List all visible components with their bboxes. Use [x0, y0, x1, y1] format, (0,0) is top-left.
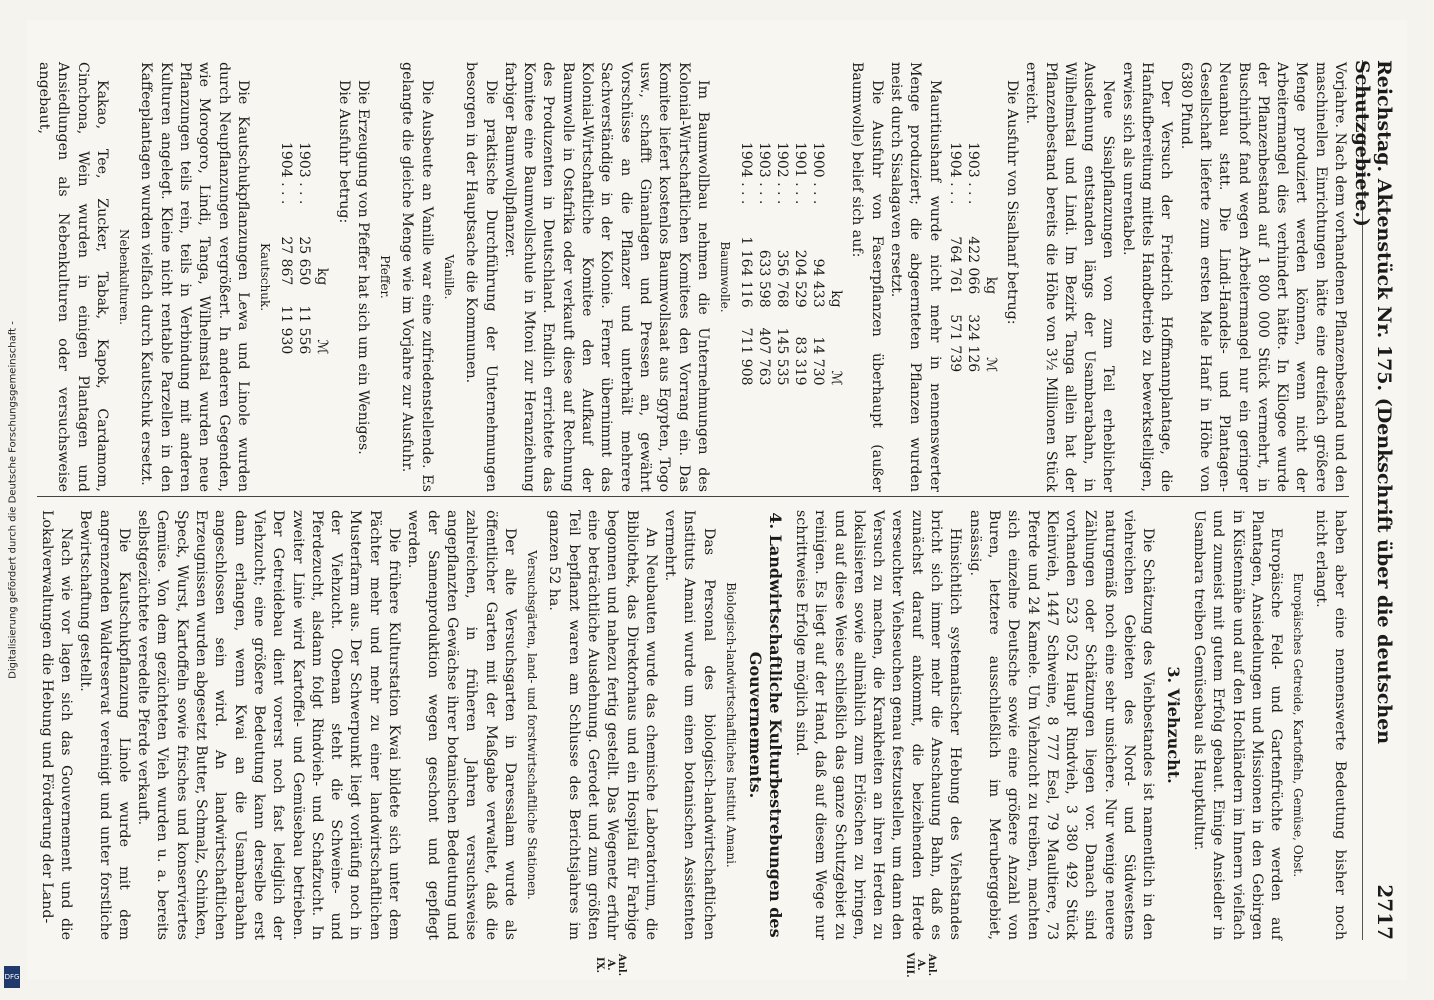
paragraph: Die Ausfuhr von Faserpflanzen überhaupt (außer Baumwolle) belief sich auf: [849, 62, 885, 492]
paragraph: Im Baumwollbau nehmen die Unternehmungen des Kolonial-Wirtschaftlichen Komitees den Vorrang ein. Das Komitee liefert kostenlos Baumwollsaat aus Egypten, Togo usw., schafft Ginanlagen und Pressen an, gewährt Vorschüsse an die Pflanzer und unterhält mehrere Sachverständige in der Kolonie. Ferner übernimmt das Kolonial-Wirtschaftliche Komitee den Aufkauf der Baumwolle in Ostafrika oder verkauft diese auf Rechnung des Produzenten in Deutschland. Endlich errichtete das Komitee eine Baumwollschule in Mtoni zur Heranziehung farbiger Baumwollpflanzer. [501, 62, 711, 492]
table-cell: 711 908 [738, 327, 755, 386]
table-cell: 94 433 [810, 258, 827, 308]
table-row [755, 132, 773, 396]
unit-label: kg [828, 290, 845, 308]
section-heading: Baumwolle. [718, 241, 733, 313]
section-heading: 4. Landwirtschaftliche Kulturbestrebungen des Gouvernements. [746, 512, 785, 938]
table-cell: 407 763 [756, 327, 773, 386]
paragraph: Die praktische Durchführung der Unternehmungen besorgen in der Hauptsache die Kommunen. [463, 62, 499, 492]
table-row [791, 132, 809, 396]
page-number: 2717 [1373, 884, 1397, 940]
pepper-export-table [277, 132, 331, 364]
table-cell: 1903 . . . [964, 142, 981, 205]
table-cell: 1904 . . . [278, 142, 295, 205]
section-heading: Vanille. [442, 254, 457, 300]
newspaper-page [27, 20, 1407, 980]
table-cell: 11 930 [278, 305, 295, 355]
paragraph: Die Ausfuhr von Sisalhanf betrug: [1003, 80, 1020, 325]
table-row [737, 132, 755, 396]
section-heading: 3. Viehzucht. [1163, 666, 1183, 784]
paragraph: Kakao, Tee, Zucker, Tabak, Kapok, Cardamom, Cinchona, Wein wurden in einigen Plantagen und Ansiedlungen als Nebenkulturen oder versuchsweise angebaut, [35, 62, 110, 492]
section-heading: Versuchsgärten, land- und forstwirtschaftliche Stationen. [525, 550, 540, 900]
paragraph: Die Ausfuhr betrug: [335, 80, 352, 224]
table-cell: 11 556 [296, 305, 313, 355]
paragraph: An Neubauten wurde das chemische Laboratorium, die Bibliothek, das Direktorhaus und ein Hospital für Farbige begonnen und nahezu fertig gestellt. Das Wegenetz erfuhr eine beträchtliche Ausdehnung. Gerodet und zum größten Teil bepflanzt waren am Schlusse des Berichtsjahres im ganzen 52 ha. [546, 510, 659, 940]
table-cell: 145 535 [774, 327, 791, 386]
paragraph: Nach wie vor lagen sich das Gouvernement und die Lokalverwaltungen die Hebung und Förderung der Land- [38, 510, 74, 940]
table-row [277, 132, 295, 364]
unit-label: kg [314, 267, 331, 286]
section-heading: Kautschuk. [258, 242, 273, 312]
paragraph: Hinsichtlich systematischer Hebung des Viehstandes bricht sich immer mehr die Anschauung Bahn, daß es zunächst darauf ankommt, die beizeihenden Herde verseuchter Viehseuchen genau festzustellen, um dann den Versuch zu machen, die Krankheiten an ihren Herden zu lokalisieren sowie allmählich zum Erlöschen zu bringen, und auf diese Weise schließlich das ganze Schutzgebiet zu reinigen. Es liegt auf der Hand, daß auf diesem Wege nur schrittweise Erfolge möglich sind. [792, 510, 964, 940]
unit-label: ℳ [828, 370, 845, 386]
table-cell: 83 319 [792, 336, 809, 386]
table-cell: 25 650 [296, 236, 313, 286]
margin-note: Anl. A. VIII. [904, 952, 937, 978]
paragraph: Die Erzeugung von Pfeffer hat sich um ein Weniges. [354, 80, 371, 455]
digitization-text: Digitalisierung gefördert durch die Deutsche Forschungsgemeinschaft - [7, 321, 19, 679]
header-title: Reichstag. Aktenstück Nr. 175. (Denkschrift über die deutschen Schutzgebiete.) [1351, 60, 1395, 745]
right-column [37, 510, 1349, 940]
paragraph: Europäische Feld- und Gartenfrüchte werden auf Plantagen, Ansiedelungen und Missionen in den Gebirgen in Küstennähe und auf den Hochländern im Innern vielfach und zumeist mit gutem Erfolg gebaut. Einige Ansiedler in Usambara treiben Gemüsebau als Hauptkultur. [1190, 510, 1285, 940]
table-row [946, 132, 964, 382]
paragraph: Die frühere Kulturstation Kwai bildete sich unter dem Pächter mehr und mehr zu einer landwirtschaftlichen Musterfarm aus. Der Schwerpunkt liegt vorläufig noch in der Viehzucht. Obenan steht die Schweine- und Pferdezucht, alsdann folgt Rindvieh- und Schafzucht. In zweiter Linie wird Kartoffel- und Gemüsebau betrieben. Der Getreidebau dient vorerst noch fast lediglich der Viehzucht; eine größere Bedeutung kann derselbe erst dann erlangen, wenn Kwai an die Usambarabahn angeschlossen sein wird. An landwirtschaftlichen Erzeugnissen wurden abgesetzt Butter, Schmalz, Schinken, Speck, Wurst, Kartoffeln sowie frisches und konserviertes Gemüse. Von dem gezüchteten Vieh wurden u. a. bereits selbstgezüchtete veredelte Pferde verkauft. [135, 510, 403, 940]
paragraph: Das Personal des biologisch-landwirtschaftlichen Instituts Amani wurde um einen botanischen Assistenten vermehrt. [662, 510, 717, 940]
table-cell: 1903 . . . [756, 142, 773, 205]
paragraph: Der Versuch der Friedrich Hoffmannplantage, die Hanfaufbereitung mittels Handbetrieb zu bewerkstelligen, erwies sich als unrentabel. [1119, 62, 1175, 492]
section-heading: Europäisches Getreide, Kartoffeln, Gemüse, Obst. [1291, 572, 1306, 878]
table-cell: 1904 . . . [738, 142, 755, 205]
table-row [773, 132, 791, 396]
dfg-logo: DFG [4, 966, 20, 988]
section-heading: Biologisch-landwirtschaftliches Institut Amani. [724, 582, 739, 868]
table-cell: 571 739 [946, 314, 963, 373]
unit-label: ℳ [314, 339, 331, 355]
table-cell: 422 066 [964, 236, 981, 295]
table-cell: 1 164 116 [738, 236, 755, 308]
margin-note: Anl. A. IX. [594, 953, 627, 977]
table-cell: 633 598 [756, 249, 773, 308]
fiber-export-table [737, 132, 845, 396]
table-cell: 1904 . . . [946, 142, 963, 205]
table-cell: 324 126 [964, 314, 981, 373]
paragraph: Neue Sisalpflanzungen von zum Teil erheblicher Ausdehnung entstanden längs der Usambarabahn, in Wilhelmstal und Lindi. Im Bezirk Tanga allein hat der Pflanzenbestand bereits die Höhe von 3½ Millionen Stück erreicht. [1023, 62, 1117, 492]
paragraph: Vorjahre. Nach dem vorhandenen Pflanzenbestand und den maschinellen Einrichtungen hätte eine dreifach größere Menge produziert werden können, wenn nicht der Arbeitermangel dies verhindert hätte. In Kilogoe wurde der Pflanzenbestand auf 1 800 000 Stück vermehrt, in Buschirihof fand wegen Arbeitermangel nur ein geringer Neuanbau statt. Die Lindi-Handels- und Plantagen-Gesellschaft lieferte zum ersten Male Hanf in Höhe von 6380 Pfund. [1177, 62, 1348, 492]
paragraph: Die Kautschukpflanzung Linole wurde mit dem angrenzenden Waldreservat vereinigt und unter forstliche Bewirtschaftung gestellt. [77, 510, 132, 940]
table-cell: 204 529 [792, 249, 809, 308]
unit-label: ℳ [982, 357, 999, 373]
sisal-export-table [946, 132, 1000, 382]
page-header [1351, 60, 1397, 940]
table-cell: 764 761 [946, 236, 963, 295]
table-cell: 27 867 [278, 236, 295, 286]
left-column [37, 62, 1349, 492]
unit-label: kg [982, 276, 999, 295]
column-divider [37, 496, 1349, 497]
section-heading: Nebenkulturen. [117, 229, 132, 325]
paragraph: Der alte Versuchsgarten in Daressalam wurde als öffentlicher Garten mit der Maßgabe verwaltet, daß die zahlreichen, in früheren Jahren versuchsweise angepflanzten Gewächse ihrer botanischen Bedeutung und der Samenproduktion wegen geschont und gepflegt werden. [405, 510, 518, 940]
paragraph: Die Schätzung des Viehbestandes ist namentlich in den viehreichen Gebieten des Nord- und Südwestens naturgemäß noch eine sehr unsichere. Nur wenige neuere Zählungen oder Schätzungen liegen vor. Danach sind vorhanden 523 052 Haupt Rindvieh, 3 380 492 Stück Kleinvieh, 1447 Schweine, 8 777 Esel, 79 Maultiere, 73 Pferde und 24 Kamele. Um Viehzucht zu treiben, machten sich einzelne Deutsche sowie eine größere Anzahl von Buren, letztere ausschließlich im Meruberggebiet, ansässig. [966, 510, 1157, 940]
table-cell: 1902 . . . [774, 142, 791, 205]
paragraph: Die Ausbeute an Vanille war eine zufriedenstellende. Es gelangte die gleiche Menge wie im Vorjahre zur Ausfuhr. [399, 62, 435, 492]
table-cell: 356 768 [774, 249, 791, 308]
table-cell: 14 730 [810, 336, 827, 386]
table-cell: 1900 . . . [810, 142, 827, 205]
digitization-note [6, 10, 20, 990]
table-row [295, 132, 313, 364]
table-cell: 1903 . . . [296, 142, 313, 205]
table-cell: 1901 . . . [792, 142, 809, 205]
table-row [964, 132, 982, 382]
paragraph: Mauritiushanf wurde nicht mehr in nennenswerter Menge produziert; die abgeernteten Pflanzen wurden meist durch Sisalagaven ersetzt. [888, 62, 943, 492]
table-row [809, 132, 827, 396]
paragraph: Die Kautschukpflanzungen Lewa und Linole wurden durch Neupflanzungen vergrößert. In anderen Gegenden, wie Morogoro, Lindi, Tanga, Wilhelmstal wurden neue Pflanzungen teils rein, teils in Verbindung mit anderen Kulturen angelegt. Kleine nicht rentable Parzellen in den Kaffeeplantagen wurden vielfach durch Kautschuk ersetzt. [138, 62, 251, 492]
paragraph: haben aber eine nennenswerte Bedeutung bisher noch nicht erlangt. [1312, 510, 1348, 940]
section-heading: Pfeffer. [378, 255, 393, 299]
